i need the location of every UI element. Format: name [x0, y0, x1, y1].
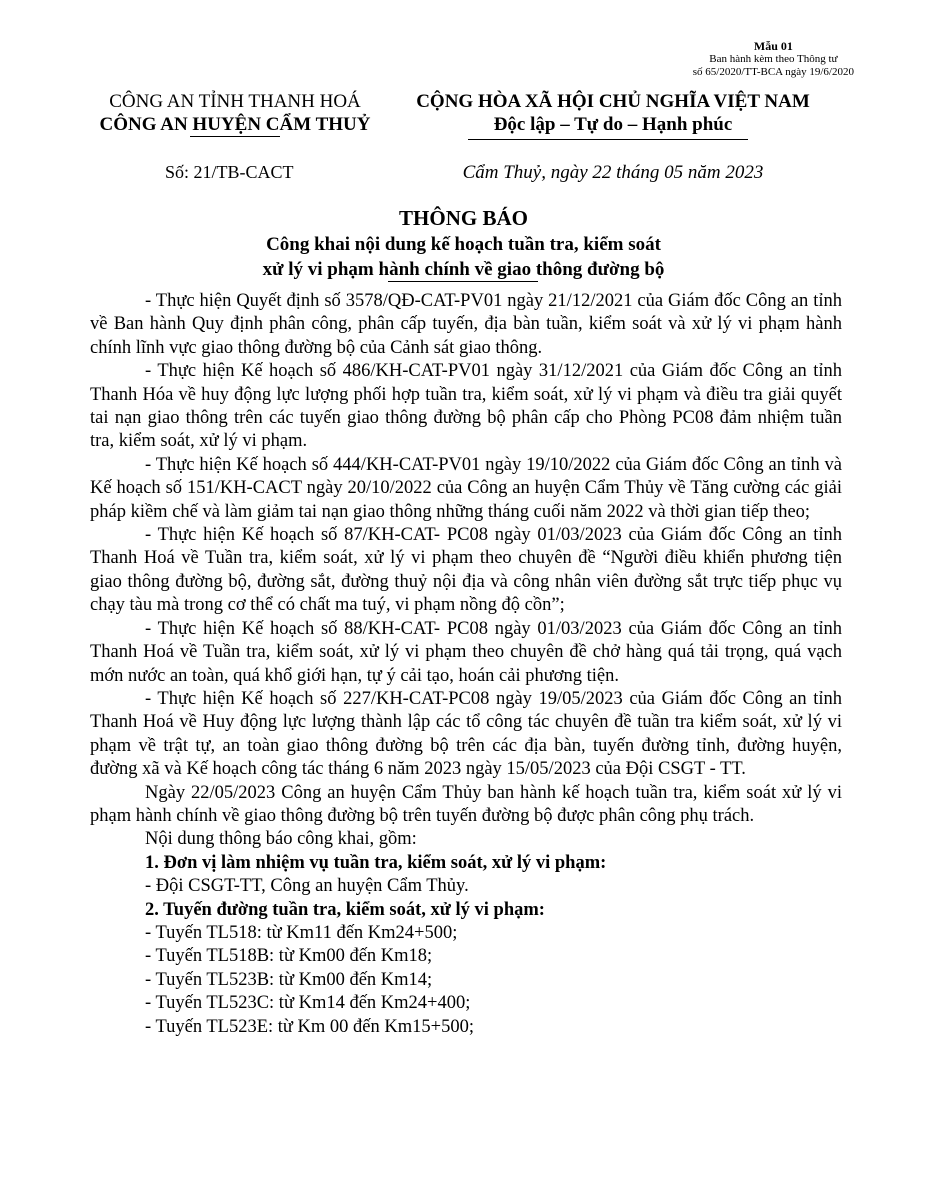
- paragraph: - Thực hiện Kế hoạch số 227/KH-CAT-PC08 ngày 19/05/2023 của Giám đốc Công an tỉnh Thanh Hoá về Huy động lực lượng thành lập các tổ công tác chuyên đề tuần tra kiểm soát, xử lý vi phạm về trật tự, an toàn giao thông đường bộ trên các địa bàn, tuyến đường tỉnh, đường huyện, đường xã và Kế hoạch công tác tháng 6 năm 2023 ngày 15/05/2023 của Đội CSGT - TT.: [90, 688, 842, 780]
- paragraph: - Thực hiện Kế hoạch số 88/KH-CAT- PC08 ngày 01/03/2023 của Giám đốc Công an tỉnh Thanh Hoá về Tuần tra, kiểm soát, xử lý vi phạm theo chuyên đề chở hàng quá tải trọng, quá vạch mớn nước an toàn, quá khổ giới hạn, tự ý cải tạo, hoán cải phương tiện.: [90, 618, 842, 686]
- national-motto: Độc lập – Tự do – Hạnh phúc: [493, 114, 733, 135]
- section1-item: - Đội CSGT-TT, Công an huyện Cẩm Thủy.: [145, 876, 469, 897]
- route-item: - Tuyến TL518: từ Km11 đến Km24+500;: [145, 922, 458, 943]
- agency-underline: [190, 136, 280, 137]
- route-item: - Tuyến TL523E: từ Km 00 đến Km15+500;: [145, 1016, 474, 1037]
- form-note-line2: số 65/2020/TT-BCA ngày 19/6/2020: [692, 66, 854, 78]
- title-sub1: Công khai nội dung kế hoạch tuần tra, kiểm soát: [266, 234, 661, 255]
- form-note-line1: Ban hành kèm theo Thông tư: [709, 53, 838, 65]
- paragraph: Ngày 22/05/2023 Công an huyện Cẩm Thủy ban hành kế hoạch tuần tra, kiểm soát xử lý vi phạm hành chính về giao thông đường bộ trên tuyến đường bộ được phân công phụ trách.: [90, 782, 842, 826]
- document-number: Số: 21/TB-CACT: [165, 162, 294, 182]
- paragraph: - Thực hiện Kế hoạch số 444/KH-CAT-PV01 ngày 19/10/2022 của Giám đốc Công an tỉnh và Kế hoạch số 151/KH-CACT ngày 20/10/2022 của Công an huyện Cẩm Thủy về Tăng cường các giải pháp kiềm chế và làm giảm tai nạn giao thông những tháng cuối năm 2022 và thời gian tiếp theo;: [90, 454, 842, 522]
- route-item: - Tuyến TL518B: từ Km00 đến Km18;: [145, 946, 433, 967]
- form-code: Mẫu 01: [753, 39, 793, 53]
- agency-header: [80, 90, 390, 136]
- intro-line: Nội dung thông báo công khai, gồm:: [145, 829, 417, 850]
- form-note: [693, 40, 854, 79]
- national-title: CỘNG HÒA XÃ HỘI CHỦ NGHĨA VIỆT NAM: [416, 91, 810, 112]
- agency-name: CÔNG AN HUYỆN CẨM THUỶ: [99, 114, 371, 135]
- section1-heading: 1. Đơn vị làm nhiệm vụ tuần tra, kiểm soát, xử lý vi phạm:: [145, 852, 607, 873]
- title-main: THÔNG BÁO: [399, 206, 528, 230]
- route-item: - Tuyến TL523C: từ Km14 đến Km24+400;: [145, 993, 471, 1014]
- motto-underline: [468, 139, 748, 140]
- title-sub2: xử lý vi phạm hành chính về giao thông đường bộ: [262, 259, 665, 280]
- agency-parent: CÔNG AN TỈNH THANH HOÁ: [109, 91, 361, 112]
- document-title: [80, 205, 847, 282]
- paragraph: - Thực hiện Kế hoạch số 87/KH-CAT- PC08 ngày 01/03/2023 của Giám đốc Công an tỉnh Thanh Hoá về Tuần tra, kiểm soát, xử lý vi phạm theo chuyên đề “Người điều khiển phương tiện giao thông đường bộ, đường sắt, đường thuỷ nội địa và công nhân viên đường sắt trực tiếp phục vụ chạy tàu mà trong cơ thể có chất ma tuý, vi phạm nồng độ cồn”;: [90, 525, 842, 616]
- paragraph: - Thực hiện Quyết định số 3578/QĐ-CAT-PV01 ngày 21/12/2021 của Giám đốc Công an tỉnh về Ban hành Quy định phân công, phân cấp tuyến, địa bàn tuần, kiểm soát và xử lý vi phạm hành chính lĩnh vực giao thông đường bộ của Cảnh sát giao thông.: [90, 291, 842, 358]
- section2-heading: 2. Tuyến đường tuần tra, kiểm soát, xử lý vi phạm:: [145, 899, 545, 920]
- document-body: [90, 290, 842, 1039]
- national-header: [398, 90, 828, 136]
- route-item: - Tuyến TL523B: từ Km00 đến Km14;: [145, 969, 433, 990]
- title-underline: [388, 281, 538, 282]
- place-date: Cẩm Thuỷ, ngày 22 tháng 05 năm 2023: [462, 162, 764, 183]
- paragraph: - Thực hiện Kế hoạch số 486/KH-CAT-PV01 ngày 31/12/2021 của Giám đốc Công an tỉnh Thanh Hóa về huy động lực lượng phối hợp tuần tra, kiểm soát, xử lý vi phạm và điều tra giải quyết tai nạn giao thông trên các tuyến giao thông đường bộ phân cấp cho Phòng PC08 đảm nhiệm tuần tra, kiểm soát, xử lý vi phạm.: [90, 361, 842, 452]
